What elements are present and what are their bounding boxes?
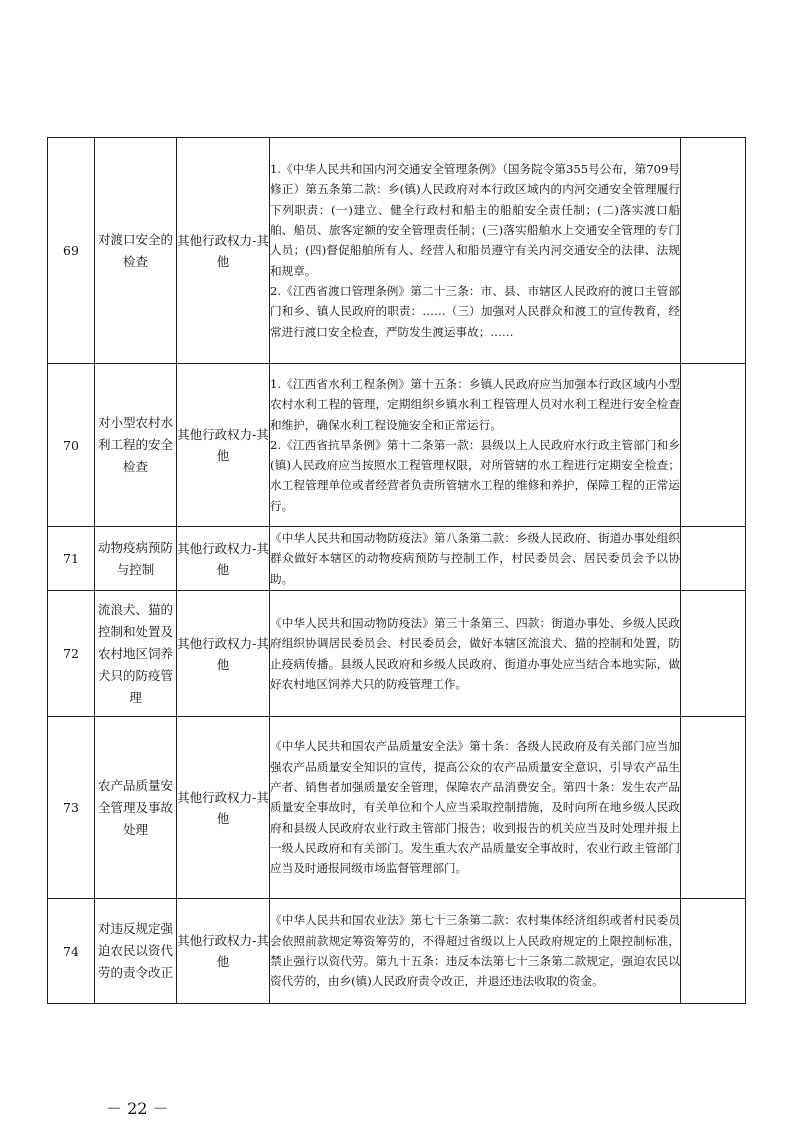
remarks-cell xyxy=(681,717,746,899)
basis-paragraph: 《中华人民共和国农业法》第七十三条第二款：农村集体经济组织或者村民委员会依照前款规定筹资筹劳的，不得超过省级以上人民政府规定的上限控制标准，禁止强行以资代劳。第九十五条：违反本法第七十三条第二款规定，强迫农民以资代劳的，由乡(镇)人民政府责令改正，并退还违法收取的资金。 xyxy=(270,913,680,989)
table-row xyxy=(48,138,746,364)
row-number: 70 xyxy=(48,364,95,527)
remarks-cell xyxy=(681,527,746,591)
legal-basis xyxy=(270,138,681,364)
row-number: 72 xyxy=(48,591,95,717)
item-type: 其他行政权力-其他 xyxy=(177,899,270,1004)
remarks-cell xyxy=(681,591,746,717)
item-name: 动物疫病预防与控制 xyxy=(95,527,177,591)
legal-basis xyxy=(270,364,681,527)
basis-paragraph: 《中华人民共和国农产品质量安全法》第十条：各级人民政府及有关部门应当加强农产品质量安全知识的宣传，提高公众的农产品质量安全意识，引导农产品生产者、销售者加强质量安全管理，保障农产品消费安全。第四十条：发生农产品质量安全事故时，有关单位和个人应当采取控制措施，及时向所在地乡级人民政府和县级人民政府农业行政主管部门报告；收到报告的机关应当及时处理并报上一级人民政府和有关部门。发生重大农产品质量安全事故时，农业行政主管部门应当及时通报同级市场监督管理部门。 xyxy=(270,739,680,876)
item-type: 其他行政权力-其他 xyxy=(177,364,270,527)
basis-paragraph: 《中华人民共和国动物防疫法》第三十条第三、四款：街道办事处、乡级人民政府组织协调居民委员会、村民委员会，做好本辖区流浪犬、猫的控制和处置，防止疫病传播。县级人民政府和乡级人民政府、街道办事处应当结合本地实际，做好农村地区饲养犬只的防疫管理工作。 xyxy=(270,615,680,691)
item-name: 农产品质量安全管理及事故处理 xyxy=(95,717,177,899)
legal-basis xyxy=(270,591,681,717)
legal-basis xyxy=(270,899,681,1004)
basis-paragraph: 2.《江西省抗旱条例》第十二条第一款：县级以上人民政府水行政主管部门和乡(镇)人民政府应当按照水工程管理权限，对所管辖的水工程进行定期安全检查；水工程管理单位或者经营者负责所管辖水工程的维修和养护，保障工程的正常运行。 xyxy=(270,437,680,513)
remarks-cell xyxy=(681,364,746,527)
item-type: 其他行政权力-其他 xyxy=(177,717,270,899)
row-number: 69 xyxy=(48,138,95,364)
basis-paragraph: 2.《江西省渡口管理条例》第二十三条：市、县、市辖区人民政府的渡口主管部门和乡、镇人民政府的职责：……（三）加强对人民群众和渡工的宣传教育，经常进行渡口安全检查，严防发生渡运事故；…… xyxy=(270,283,680,339)
item-name: 流浪犬、猫的控制和处置及农村地区饲养犬只的防疫管理 xyxy=(95,591,177,717)
table-row xyxy=(48,364,746,527)
row-number: 71 xyxy=(48,527,95,591)
basis-paragraph: 1.《中华人民共和国内河交通安全管理条例》（国务院令第355号公布，第709号修正）第五条第二款：乡(镇)人民政府对本行政区域内的内河交通安全管理履行下列职责：(一)建立、健全行政村和船主的船舶安全责任制；(二)落实渡口船舶、船员、旅客定额的安全管理责任制；(三)落实船舶水上交通安全管理的专门人员；(四)督促船舶所有人、经营人和船员遵守有关内河交通安全的法律、法规和规章。 xyxy=(270,162,680,278)
page-number: － 22 － xyxy=(106,1099,169,1118)
item-name: 对违反规定强迫农民以资代劳的责令改正 xyxy=(95,899,177,1004)
item-name: 对渡口安全的检查 xyxy=(95,138,177,364)
row-number: 73 xyxy=(48,717,95,899)
row-number: 74 xyxy=(48,899,95,1004)
table-row xyxy=(48,717,746,899)
legal-basis xyxy=(270,527,681,591)
item-type: 其他行政权力-其他 xyxy=(177,138,270,364)
table-row xyxy=(48,899,746,1004)
item-type: 其他行政权力-其他 xyxy=(177,527,270,591)
remarks-cell xyxy=(681,899,746,1004)
table-row xyxy=(48,591,746,717)
basis-paragraph: 1.《江西省水利工程条例》第十五条：乡镇人民政府应当加强本行政区域内小型农村水利工程的管理，定期组织乡镇水利工程管理人员对水利工程进行安全检查和维护，确保水利工程设施安全和正常运行。 xyxy=(270,376,680,432)
legal-basis xyxy=(270,717,681,899)
table-row xyxy=(48,527,746,591)
power-list-table xyxy=(47,137,746,1004)
basis-paragraph: 《中华人民共和国动物防疫法》第八条第二款：乡级人民政府、街道办事处组织群众做好本辖区的动物疫病预防与控制工作，村民委员会、居民委员会予以协助。 xyxy=(270,531,680,586)
remarks-cell xyxy=(681,138,746,364)
item-name: 对小型农村水利工程的安全检查 xyxy=(95,364,177,527)
item-type: 其他行政权力-其他 xyxy=(177,591,270,717)
